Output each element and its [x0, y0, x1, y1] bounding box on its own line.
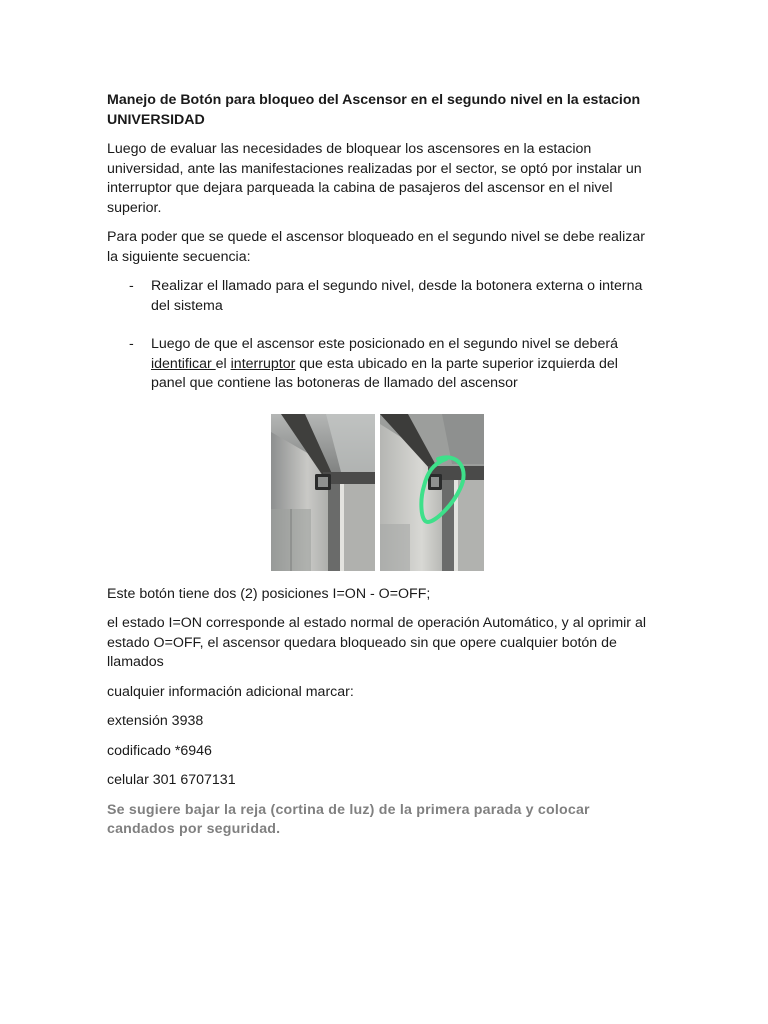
step-text-pre: Luego de que el ascensor este posicionado en el segundo nivel se deberá — [151, 336, 618, 352]
sequence-intro-paragraph: Para poder que se quede el ascensor bloqueado en el segundo nivel se debe realizar la siguiente secuencia: — [107, 229, 645, 265]
step-text-mid: el — [215, 355, 231, 372]
interruptor-underline: interruptor — [230, 355, 296, 372]
bullet-dash: - — [129, 336, 134, 352]
step-list — [107, 277, 647, 394]
cell-line: celular 301 6707131 — [107, 772, 236, 788]
contact-intro: cualquier información adicional marcar: — [107, 683, 354, 700]
bullet-dash: - — [129, 278, 134, 294]
coded-line: codificado *6946 — [107, 742, 212, 759]
document-page — [107, 91, 647, 850]
security-note: Se sugiere bajar la reja (cortina de luz) de la primera parada y colocar candados por seguridad. — [107, 801, 590, 837]
step-item-2 — [107, 335, 647, 394]
switch-photo-right-highlighted — [380, 414, 484, 571]
document-title: Manejo de Botón para bloqueo del Ascensor en el segundo nivel en la estacion UNIVERSIDAD — [107, 92, 641, 128]
positions-paragraph: Este botón tiene dos (2) posiciones I=ON - O=OFF; — [107, 585, 431, 602]
photo-row — [107, 414, 647, 571]
switch-photo-left — [271, 414, 375, 571]
intro-paragraph: Luego de evaluar las necesidades de bloquear los ascensores en la estacion universidad, ante las manifestaciones realizadas por el sector, se optó por instalar un interruptor que dejara parqueada la cabina de pasajeros del ascensor en el nivel superior. — [107, 141, 642, 216]
step-text-post: que esta ubicado en la parte superior izquierda del panel que contiene las botoneras de llamado del ascensor — [151, 355, 618, 391]
identificar-underline: identificar — [151, 355, 216, 372]
step-item-1 — [107, 277, 647, 316]
step-text: Realizar el llamado para el segundo nivel, desde la botonera externa o interna del sistema — [151, 278, 643, 314]
extension-line: extensión 3938 — [107, 713, 204, 729]
states-paragraph: el estado I=ON corresponde al estado normal de operación Automático, y al oprimir al estado O=OFF, el ascensor quedara bloqueado sin que opere cualquier botón de llamados — [107, 615, 647, 670]
